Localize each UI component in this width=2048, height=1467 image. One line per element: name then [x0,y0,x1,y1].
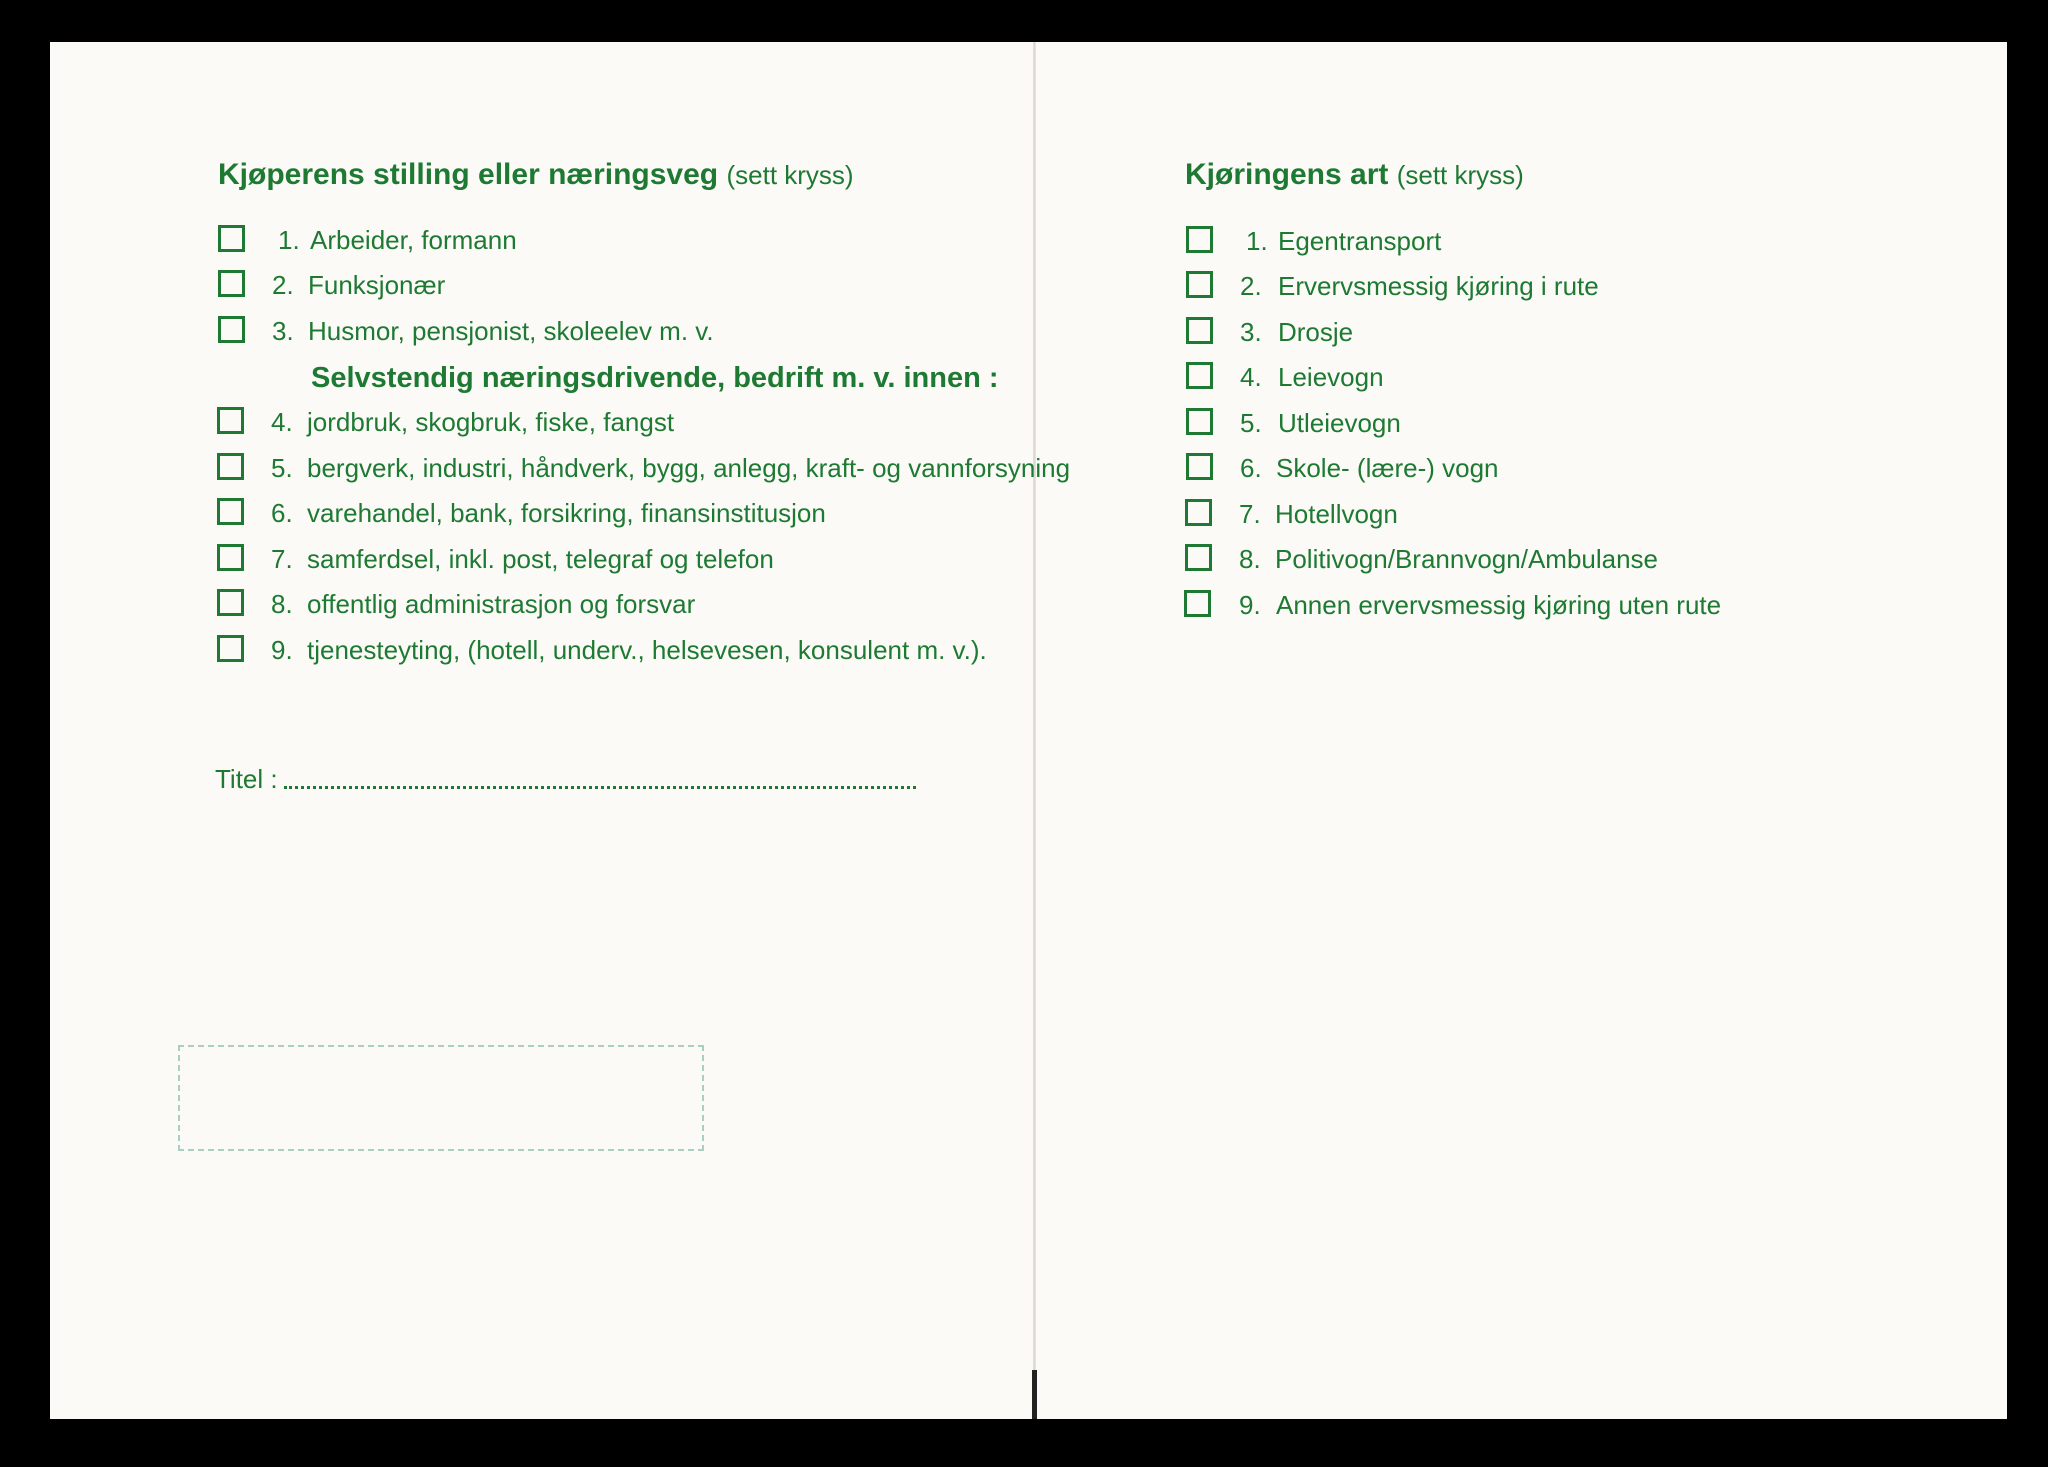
item-number: 8. [271,589,293,619]
item-number: 1. [278,225,300,255]
right-heading-title: Kjøringens art [1185,158,1389,191]
list-item [217,635,1167,667]
checkbox[interactable] [217,498,244,525]
list-item [218,225,1038,257]
list-item [217,498,1167,530]
item-number: 6. [271,498,293,528]
item-number: 6. [1240,453,1262,483]
right-heading [1185,158,1524,192]
list-item [1186,317,1886,349]
checkbox[interactable] [217,589,244,616]
item-number: 2. [1240,271,1262,301]
item-number: 5. [271,453,293,483]
checkbox[interactable] [1186,453,1213,480]
checkbox[interactable] [218,270,245,297]
item-label: Funksjonær [308,270,446,300]
item-number: 3. [1240,317,1262,347]
item-number: 2. [272,270,294,300]
list-item [1186,362,1886,394]
item-label: Drosje [1278,317,1354,347]
faded-stamp [178,1045,704,1151]
checkbox[interactable] [217,453,244,480]
item-label: Skole- (lære-) vogn [1276,453,1499,483]
item-number: 9. [1239,590,1261,620]
item-label: varehandel, bank, forsikring, finansinstitusjon [307,498,826,528]
checkbox[interactable] [217,407,244,434]
item-label: Ervervsmessig kjøring i rute [1278,271,1599,301]
item-number: 7. [271,544,293,574]
item-number: 4. [1240,362,1262,392]
list-item [1186,453,1886,485]
list-item [217,589,1167,621]
subheading: Selvstendig næringsdrivende, bedrift m. v. innen : [311,362,999,394]
title-field-line[interactable] [284,786,916,789]
left-heading [218,158,854,192]
item-number: 9. [271,635,293,665]
item-label: bergverk, industri, håndverk, bygg, anlegg, kraft- og vannforsyning [307,453,1071,483]
checkbox[interactable] [1185,544,1212,571]
list-item [1185,499,1885,531]
item-number: 3. [272,316,294,346]
checkbox[interactable] [218,225,245,252]
list-item [218,316,1038,348]
item-label: Leievogn [1278,362,1384,392]
item-number: 5. [1240,408,1262,438]
title-field-label: Titel : [215,764,278,794]
checkbox[interactable] [1186,362,1213,389]
checkbox[interactable] [1186,317,1213,344]
list-item [1184,590,1884,622]
item-label: Egentransport [1278,226,1442,256]
checkbox[interactable] [1186,271,1213,298]
checkbox[interactable] [1186,226,1213,253]
list-item [1186,271,1886,303]
item-label: Utleievogn [1278,408,1401,438]
item-number: 1. [1246,226,1268,256]
item-number: 8. [1239,544,1261,574]
checkbox[interactable] [217,635,244,662]
checkbox[interactable] [217,544,244,571]
list-item [217,407,1167,439]
list-item [1186,408,1886,440]
item-label: samferdsel, inkl. post, telegraf og telefon [307,544,774,574]
item-number: 4. [271,407,293,437]
list-item [1186,226,1886,258]
item-label: Politivogn/Brannvogn/Ambulanse [1275,544,1659,574]
list-item [217,453,1167,485]
right-heading-hint: (sett kryss) [1396,160,1524,190]
checkbox[interactable] [1186,408,1213,435]
item-label: Hotellvogn [1275,499,1398,529]
item-number: 7. [1239,499,1261,529]
item-label: jordbruk, skogbruk, fiske, fangst [307,407,675,437]
left-heading-title: Kjøperens stilling eller næringsveg [218,158,719,191]
item-label: Husmor, pensjonist, skoleelev m. v. [308,316,714,346]
fold-tear [1032,1370,1037,1419]
list-item [1185,544,1885,576]
item-label: tjenesteyting, (hotell, underv., helsevesen, konsulent m. v.). [307,635,987,665]
checkbox[interactable] [1184,590,1211,617]
checkbox[interactable] [218,316,245,343]
list-item [218,270,1038,302]
item-label: Arbeider, formann [310,225,517,255]
list-item [217,544,1167,576]
checkbox[interactable] [1185,499,1212,526]
item-label: offentlig administrasjon og forsvar [307,589,696,619]
left-heading-hint: (sett kryss) [726,160,854,190]
item-label: Annen ervervsmessig kjøring uten rute [1276,590,1722,620]
